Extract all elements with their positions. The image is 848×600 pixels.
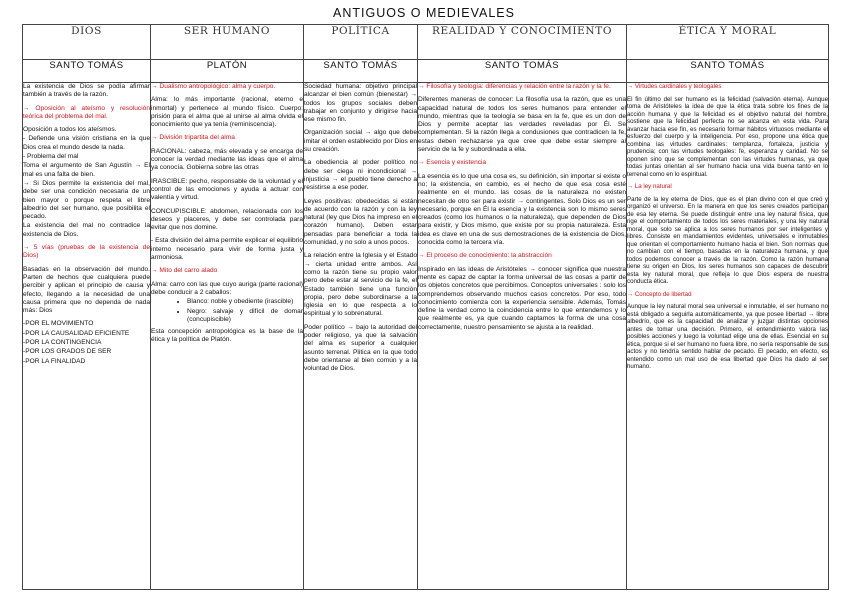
paragraph: El fin último del ser humano es la felicidad (salvación eterna). Aunque toma de Aristóteles la idea de que la ética trata sobre los fines de la acción humana y que la felicidad es el objetivo natural del hombre, sostiene que la felicidad perfecta no se alcanza en esta vida. Para avanzar hacia ese fin, es necesario formar hábitos virtuosos mediante el esfuerzo del cuerpo y la inteligencia. Por eso, propone una ética que combina las virtudes cardinales: templanza, fortaleza, justicia y prudencia; con las virtudes teologales: fe, esperanza y caridad. No se oponen sino que se complementan con las virtudes humanas, ya que todas juntas orientan al ser humano hacia una vida buena tanto en lo terrenal como en lo espiritual. bbox=[627, 95, 828, 178]
bullet-item: • Negro: salvaje y difícil de domar (concupiscible) bbox=[187, 308, 303, 325]
section-heading: → Virtudes cardinales y teologales bbox=[627, 83, 722, 90]
section-heading: → Filosofía y teología: diferencias y relación entre la razón y la fe. bbox=[418, 83, 611, 90]
content-cell-realidad bbox=[418, 83, 627, 590]
paragraph: Aunque la ley natural moral sea universal e inmutable, el ser humano no está obligado a seguirla automáticamente, ya que posee libertad → libre albedrío, que es la capacidad de analizar y juzgar distintas opciones antes de tomar una decisión. Primero, el entendimiento valora las posibles acciones y luego la voluntad elige una de ellas. Esencial en su ética, porque si el ser humano no fuera libre, no sería responsable de sus actos y no tendría sentido hablar de pecado. El pecado, en efecto, es entendido como un mal uso de esa libertad que Dios ha dado al ser humano. bbox=[627, 303, 828, 370]
topic-header-row bbox=[23, 25, 829, 60]
paragraph: Diferentes maneras de conocer: La filosofía usa la razón, que es una capacidad natural de todos los seres humanos para entender el mundo, mientras que la teología se basa en la fe, que es un don de Dios y permite aceptar las verdades reveladas por Él. Se complementan. Si la razón llega a condusiones que contradicen la fe, estas deben rechazarse ya que cree que debe estar siempre al servicio de la fe y subordinada a ella. bbox=[418, 96, 626, 154]
section-heading: → El proceso de conocimiento: la abstracción bbox=[418, 252, 552, 260]
paragraph: La esencia es lo que una cosa es, su definición, sin importar si existe o no; la existencia, en cambio, es el hecho de que esa cosa esté realmente en el mundo. las cosas de la naturaleza no existen necesitan de otro ser para existir → contingentes. Solo Dios es un ser necesario, porque en Él la esencia y la existencia son lo mismo seres creados (como los humanos o la naturaleza), que dependen de Dios para existir, y Dios mismo, que existe por su propia naturaleza. Esta idea es clave en una de sus demostraciones de la existencia de Dios, conocida como la tercera vía. bbox=[418, 172, 626, 247]
paragraph: Esta concepción antropológica es la base de la ética y la política de Platón. bbox=[151, 328, 303, 344]
paragraph: - Esta división del alma permite explicar el equilibrio interno necesario para vivir de forma justa y armoniosa. bbox=[151, 237, 303, 262]
paragraph: Oposición a todos los ateísmos. bbox=[23, 126, 117, 134]
content-cell-ser-humano bbox=[151, 83, 304, 590]
paragraph: Leyes positivas: obedecidas si están de acuerdo con la razón y con la ley natural (ley que Dios ha impreso en el corazón humano). Deben estar pensadas para beneficiar a toda la comunidad, y no solo a unos pocos. bbox=[304, 197, 417, 247]
paragraph: Poder político → bajo la autoridad del poder religioso, ya que la salvación del alma es superior a cualquier asunto terrenal. Plitica en la que todo debe orientarse al bien común y a la voluntad de Dios. bbox=[304, 323, 417, 373]
paragraph: La obediencia al poder político no debe ser ciega ni incondicional → injusticia → el pueblo tiene derecho a resistirse a ese poder. bbox=[304, 159, 417, 192]
section-heading: → 5 vías (pruebas de la existencia de Dios) bbox=[23, 244, 150, 260]
paragraph: Basadas en la observación del mundo. Parten de hechos que cualquiera puede percibir y aplican el principio de causa y efecto, llegando a la necesidad de una causa primera que no dependa de nada más: Dios bbox=[23, 265, 150, 315]
column-header-realidad: REALIDAD Y CONOCIMIENTO bbox=[418, 25, 627, 60]
paragraph: RACIONAL: cabeza, más elevada y se encarga de conocer la verdad mediante las ideas que el alma ya conocía. Gobierna sobre las otras bbox=[151, 147, 303, 172]
paragraph: -POR LA CONTINGENCIA bbox=[23, 339, 102, 347]
paragraph: Parte de la ley eterna de Dios, que es el plan divino con el que creó y organizó el universo. En la manera en que los seres creados participan de esa ley eterna. Se puede distinguir entre una ley natural física, que rige el comportamiento de todos los seres materiales, y una ley natural moral, que solo se aplica a los seres humanos por ser inteligentes y libres. Consiste en mandamientos evidentes, universales e inmutables que orientan el comportamiento humano hacia el bien. Son normas que no cambian con el tiempo, basadas en la naturaleza humana, y que todos podemos conocer a través de la razón. Como la razón humana tiene su origen en Dios, los seres humanos son capaces de descubrir esta ley natural moral, que refleja lo que Dios espera de nuestra conducta ética. bbox=[627, 195, 828, 285]
bullet-list bbox=[151, 298, 303, 324]
paragraph: → Si Dios permite la existencia del mal, debe ser una condición necesaria de un bien mayor o porque respeta el libre albedrío del ser humano, que posibilita el pecado. bbox=[23, 179, 150, 221]
bullet-item: • Blanco: noble y obediente (irascible) bbox=[187, 298, 303, 306]
author-cell: SANTO TOMÁS bbox=[627, 60, 829, 83]
column-header-dios: DIOS bbox=[23, 25, 151, 60]
paragraph: Sociedad humana: objetivo principal alcanzar el bien común (bienestar) → todos los grupos sociales deben trabajar en conjunto y dirigirse hacia ese mismo fin. bbox=[304, 83, 417, 124]
paragraph: Inspirado en las ideas de Aristóteles → conocer significa que nuestra mente es capaz de captar la forma universal de las cosas a partir de los objetos concretos que percibimos. Conceptos universales : solo los comprendemos observando muchos casos concretos. Por eso, todo conocimiento comienza con la experiencia sensible. Además, Tomás define la verdad como la coincidencia entre lo que entendemos y lo que realmente es, ya que cuando captamos la forma de una cosa correctamente, nuestro pensamiento se ajusta a la realidad. bbox=[418, 265, 626, 331]
paragraph: -POR LOS GRADOS DE SER bbox=[23, 348, 112, 356]
paragraph: -POR LA CAUSALIDAD EFICIENTE bbox=[23, 329, 130, 337]
paragraph: Alma: lo más importante (racional, eterno e inmortal) y pertenece al mundo físico. Cuerpo: prisión para el alma que al unirse al alma olvida el conocimiento que ya tenía (reminiscencia). bbox=[151, 96, 303, 129]
paragraph: La existencia de Dios se podía afirmar también a través de la razón. bbox=[23, 83, 150, 99]
column-header-ser-humano: SER HUMANO bbox=[151, 25, 304, 60]
column-header-politica: POLÍTICA bbox=[304, 25, 418, 60]
paragraph: La existencia del mal no contradice la existencia de Dios. bbox=[23, 222, 150, 238]
section-heading: → Concepto de libertad bbox=[627, 290, 692, 298]
paragraph: - Problema del mal bbox=[23, 153, 79, 161]
section-heading: → La ley natural bbox=[627, 183, 672, 190]
paragraph: La relación entre la Iglesia y el Estado → cierta unidad entre ambos. Así como la razón tiene su propio valor pero debe estar al servicio de la fe, el Estado también tiene una función propia, pero debe subordinarse a la Iglesia en lo que respecta a lo espiritual y lo sobrenatural. bbox=[304, 252, 417, 318]
paragraph: -POR EL MOVIMIENTO bbox=[23, 320, 94, 328]
document-title: ANTIGUOS O MEDIEVALES bbox=[333, 6, 515, 20]
paragraph: IRASCIBLE: pecho, responsable de la voluntad y el control de las emociones y ayuda a actuar con valentía y virtud. bbox=[151, 177, 303, 202]
section-heading: → Oposición al ateísmo y resolución teórica del problema del mal. bbox=[23, 104, 150, 120]
comparison-table bbox=[22, 24, 829, 590]
paragraph: - Defiende una visión cristiana en la que Dios crea el mundo desde la nada. bbox=[23, 135, 150, 151]
content-cell-etica bbox=[627, 83, 829, 590]
paragraph: -POR LA FINALIDAD bbox=[23, 357, 86, 365]
author-cell: PLATÓN bbox=[151, 60, 304, 83]
author-cell: SANTO TOMÁS bbox=[23, 60, 151, 83]
paragraph: CONCUPISCIBLE: abdomen, relacionada con los deseos y placeres, y debe ser controlada para evitar que nos domine. bbox=[151, 207, 303, 232]
content-cell-politica bbox=[304, 83, 418, 590]
content-cell-dios bbox=[23, 83, 151, 590]
content-row bbox=[23, 83, 829, 590]
author-cell: SANTO TOMÁS bbox=[304, 60, 418, 83]
paragraph: Alma: carro con las que cuyo auriga (parte racional) debe conducir a 2 caballos: bbox=[151, 280, 303, 296]
paragraph: Toma el argumento de San Agustín → El mal es una falta de bien. bbox=[23, 162, 150, 178]
paragraph: Organización social → algo que debe imitar el orden establecido por Dios en su creación. bbox=[304, 129, 417, 154]
column-header-etica: ÉTICA Y MORAL bbox=[627, 25, 829, 60]
section-heading: → División tripartita del alma bbox=[151, 134, 235, 142]
author-cell: SANTO TOMÁS bbox=[418, 60, 627, 83]
section-heading: → Mito del carro alado bbox=[151, 267, 218, 275]
section-heading: → Dualismo antropológico: alma y cuerpo. bbox=[151, 83, 276, 90]
author-row bbox=[23, 60, 829, 83]
section-heading: → Esencia y existencia bbox=[418, 159, 487, 167]
